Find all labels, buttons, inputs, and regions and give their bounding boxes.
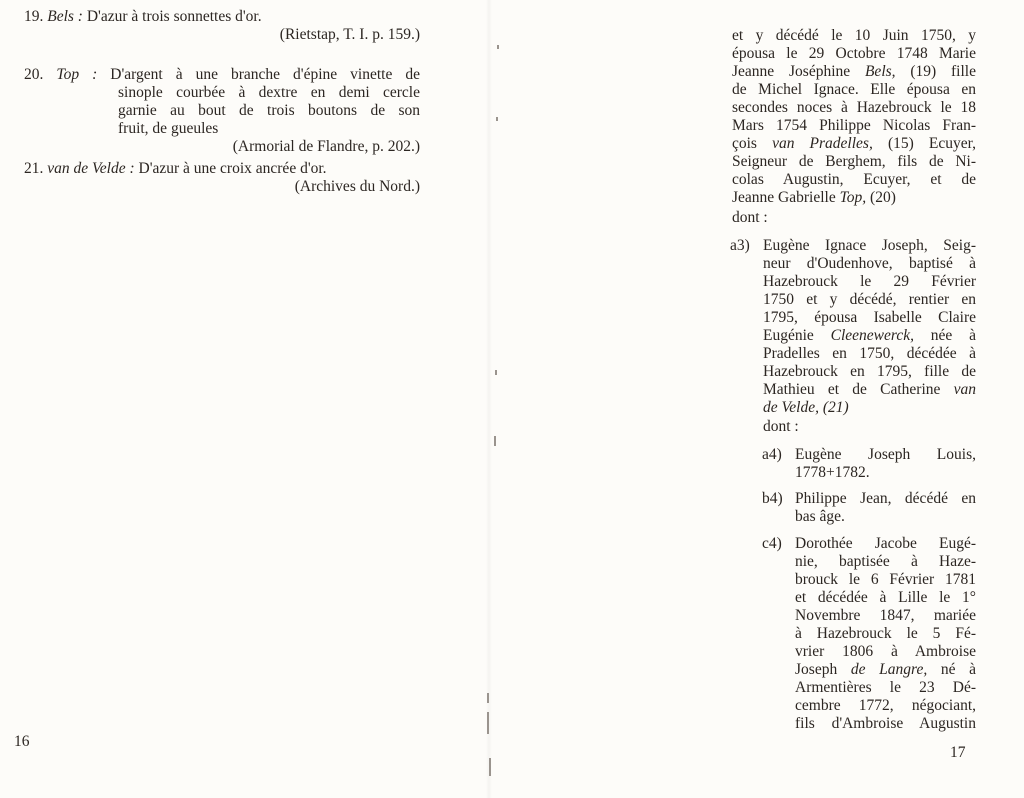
entry-20	[24, 66, 420, 156]
c4-text: Dorothée Jacobe Eugé- nie, baptisée à Haze- brouck le 6 Février 1781 et décédée à Lille le 1° Novembre 1847, mariée à Hazebrouck le 5 Fé- vrier 1806 à Ambroise Joseph de Langre, né à Armentières le 23 Dé- cembre 1772, négociant, fils d'Ambroise Augustin	[795, 535, 976, 732]
entry-name: Bels :	[47, 8, 83, 25]
dont-label: dont :	[732, 209, 768, 226]
entry-number: 20.	[24, 66, 44, 83]
gutter-mark	[487, 712, 489, 734]
entry-text: D'azur à une croix ancrée d'or.	[134, 160, 327, 177]
entry-text: D'azur à trois sonnettes d'or.	[82, 8, 262, 25]
entry-text-line: fruit, de gueules	[118, 120, 219, 137]
name-cleenewerck: Cleenewerck,	[830, 327, 914, 344]
a3-text: Eugène Ignace Joseph, Seig- neur d'Oudenhove, baptisé à Hazebrouck le 29 Février 1750 et y décédé, rentier en 1795, épousa Isabelle Claire Eugénie Cleenewerck, née à Pradelles en 1750, décédée à Hazebrouck en 1795, fille de Mathieu et de Catherine van de Velde, (21)	[763, 237, 976, 416]
gutter-mark	[487, 693, 489, 703]
a4-label: a4)	[762, 446, 782, 463]
entry-text-line: sinople courbée à dextre en demi cercle	[118, 84, 420, 101]
entry-number: 21.	[24, 160, 44, 177]
b4-label: b4)	[762, 490, 783, 507]
entry-number: 19.	[24, 8, 44, 25]
intro-paragraph: et y décédé le 10 Juin 1750, y épousa le 29 Octobre 1748 Marie Jeanne Joséphine Bels, (19) fille de Michel Ignace. Elle épousa en secondes noces à Hazebrouck le 18 Mars 1754 Philippe Nicolas Fran- çois van Pradelles, (15) Ecuyer, Seigneur de Berghem, fils de Ni- colas Augustin, Ecuyer, et de Jeanne Gabrielle Top, (20)	[732, 27, 977, 206]
a4-text: Eugène Joseph Louis, 1778+1782.	[795, 446, 976, 481]
entry-source: (Armorial de Flandre, p. 202.)	[232, 138, 420, 155]
entry-text: D'argent à une branche d'épine vinette de	[97, 66, 420, 83]
name-bels: Bels,	[864, 63, 896, 80]
c4-label: c4)	[762, 535, 782, 552]
b4-text: Philippe Jean, décédé en bas âge.	[795, 490, 976, 525]
entry-21	[24, 160, 420, 196]
entry-19	[24, 8, 420, 44]
entry-name: Top :	[56, 66, 98, 83]
entry-text-line: garnie au bout de trois boutons de son	[118, 102, 420, 119]
page-number-right: 17	[950, 744, 966, 761]
a3-label: a3)	[730, 237, 750, 254]
page-number-left: 16	[14, 733, 30, 750]
dont-label-2: dont :	[763, 418, 799, 435]
name-de-langre: de Langre,	[850, 661, 928, 678]
name-top: Top,	[839, 189, 867, 206]
entry-name: van de Velde :	[47, 160, 135, 177]
name-van-pradelles: van Pradelles,	[772, 135, 873, 152]
entry-source: (Archives du Nord.)	[294, 178, 420, 195]
entry-source: (Rietstap, T. I. p. 159.)	[279, 26, 420, 43]
right-page	[490, 0, 1024, 798]
left-page	[0, 0, 490, 798]
name-van: van	[953, 381, 976, 398]
